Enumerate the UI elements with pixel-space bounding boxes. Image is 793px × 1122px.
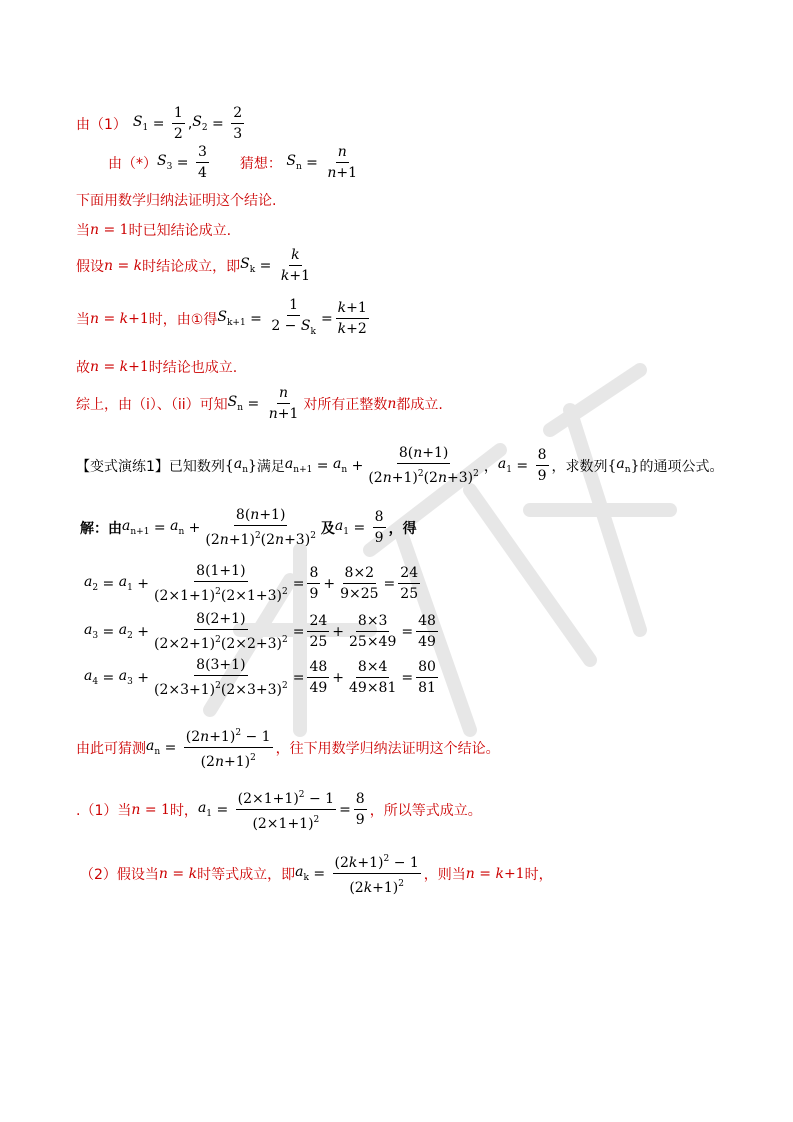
s3-guess-line: 由（*） $S_3$ = $\frac{3}{4}$ 猜想： $S_n$ = $\frac{n}{n+1}$ (108, 144, 358, 181)
line7-post: 时结论也成立. (148, 360, 238, 376)
a3-equation: $a_3$ = $a_2$ + $\frac{8(2+1)}{(2\times 2+1)^2(2\times 2+3)^2}$ = $\frac{24}{25}$ + $\frac{8\times 3}{25\times 49}$ = $\frac{48}{49}$ (84, 611, 436, 652)
s1-s2-line: 由（1） $S_1$ = $\frac{1}{2}$ , $S_2$ = $\frac{2}{3}$ (76, 105, 243, 142)
line11-pre: 由此可猜测 (76, 740, 146, 757)
hypothesis-ak-line: （2）假设当 n = k 时等式成立，即 $a_k$ = $\frac{(2k+1)^2 - 1}{(2k+1)^2}$ ，则当 n = k +1 时， (80, 850, 553, 897)
line8-pre: 综上，由（i）、（ii）可知 (76, 396, 228, 413)
a4-equation: $a_4$ = $a_3$ + $\frac{8(3+1)}{(2\times 3+1)^2(2\times 3+3)^2}$ = $\frac{48}{49}$ + $\frac{8\times 4}{49\times 81}$ = $\frac{80}{81}$ (84, 657, 436, 698)
solution-start: 解：由 $a_{n+1}$ = $a_n$ + $\frac{8(n+1)}{(2n+1)^2(2n+3)^2}$ 及 $a_1$ = $\frac{8}{9}$ ，得 (80, 507, 417, 548)
line6-pre: 当 (76, 311, 90, 328)
line10-post: ，得 (388, 520, 417, 537)
base-case-line: 当 n = 1 时已知结论成立. (76, 222, 232, 239)
line12-pre: .（1）当 (76, 802, 132, 819)
line9-end: 的通项公式。 (639, 458, 724, 475)
line8-mid: 对所有正整数 (303, 396, 388, 413)
line2-guess: 猜想： (239, 155, 282, 172)
line8-post: 都成立. (396, 396, 443, 413)
exercise-statement: 【变式演练1】 已知数列 { $a_n$ } 满足 $a_{n+1}$ = $a_n$ + $\frac{8(n+1)}{(2n+1)^2(2n+3)^2}$ ， $a_1$ = $\frac{8}{9}$ ，求数列 { $a_n$ } 的通项公式。 (76, 445, 724, 486)
hypothesis-line: 假设 n = k 时结论成立，即 $S_k$ = $\frac{k}{k+1}$ (76, 247, 310, 284)
line10-pre: 解：由 (80, 520, 122, 537)
line2-prefix: 由（*） (108, 155, 157, 172)
line6-mid: 时，由①得 (148, 311, 218, 328)
line10-mid: 及 (320, 520, 335, 537)
step-line: 当 n = k +1 时，由①得 $S_{k+1}$ = $\frac{1}{2 - S_k}$ = $\frac{k+1}{k+2}$ (76, 297, 367, 337)
line13-pre: （2）假设当 (80, 866, 159, 883)
step-conclusion-line: 故 n = k +1 时结论也成立. (76, 359, 238, 376)
a2-equation: $a_2$ = $a_1$ + $\frac{8(1+1)}{(2\times 1+1)^2(2\times 1+3)^2}$ = $\frac{8}{9}$ + $\frac{8\times 2}{9\times 25}$ = $\frac{24}{25}$ (84, 563, 419, 604)
line13-mid2: ，则当 (423, 866, 466, 883)
line5-pre: 假设 (76, 258, 104, 275)
induction-intro: 下面用数学归纳法证明这个结论. (76, 193, 277, 209)
line9-pre: 已知数列 (168, 458, 225, 475)
conjecture-line: 由此可猜测 $a_n$ = $\frac{(2n+1)^2 - 1}{(2n+1)^2}$ ，往下用数学归纳法证明这个结论。 (76, 724, 500, 771)
exercise-title: 【变式演练1】 (76, 458, 169, 475)
line12-mid: 时， (169, 802, 198, 819)
line11-post: ，往下用数学归纳法证明这个结论。 (275, 740, 500, 757)
line9-sep: ， (483, 458, 498, 475)
line13-mid: 时等式成立，即 (197, 866, 296, 883)
line9-post: ，求数列 (551, 458, 608, 475)
line5-mid: 时结论成立，即 (142, 258, 241, 275)
line7-pre: 故 (76, 360, 90, 376)
line13-post: 时， (524, 866, 553, 883)
line9-mid: 满足 (256, 458, 285, 475)
line1-prefix: 由（1） (76, 116, 127, 133)
line1-conj: , (187, 115, 193, 132)
base-case-a1-line: .（1）当 n = 1 时， $a_1$ = $\frac{(2\times 1+1)^2 - 1}{(2\times 1+1)^2}$ = $\frac{8}{9}$ ，所以等式成立。 (76, 786, 482, 833)
summary-line: 综上，由（i）、（ii）可知 $S_n$ = $\frac{n}{n+1}$ 对所有正整数 n 都成立. (76, 385, 443, 422)
line4-pre: 当 (76, 223, 90, 239)
line12-post: ，所以等式成立。 (369, 802, 482, 819)
line4-post: 时已知结论成立. (128, 223, 232, 239)
